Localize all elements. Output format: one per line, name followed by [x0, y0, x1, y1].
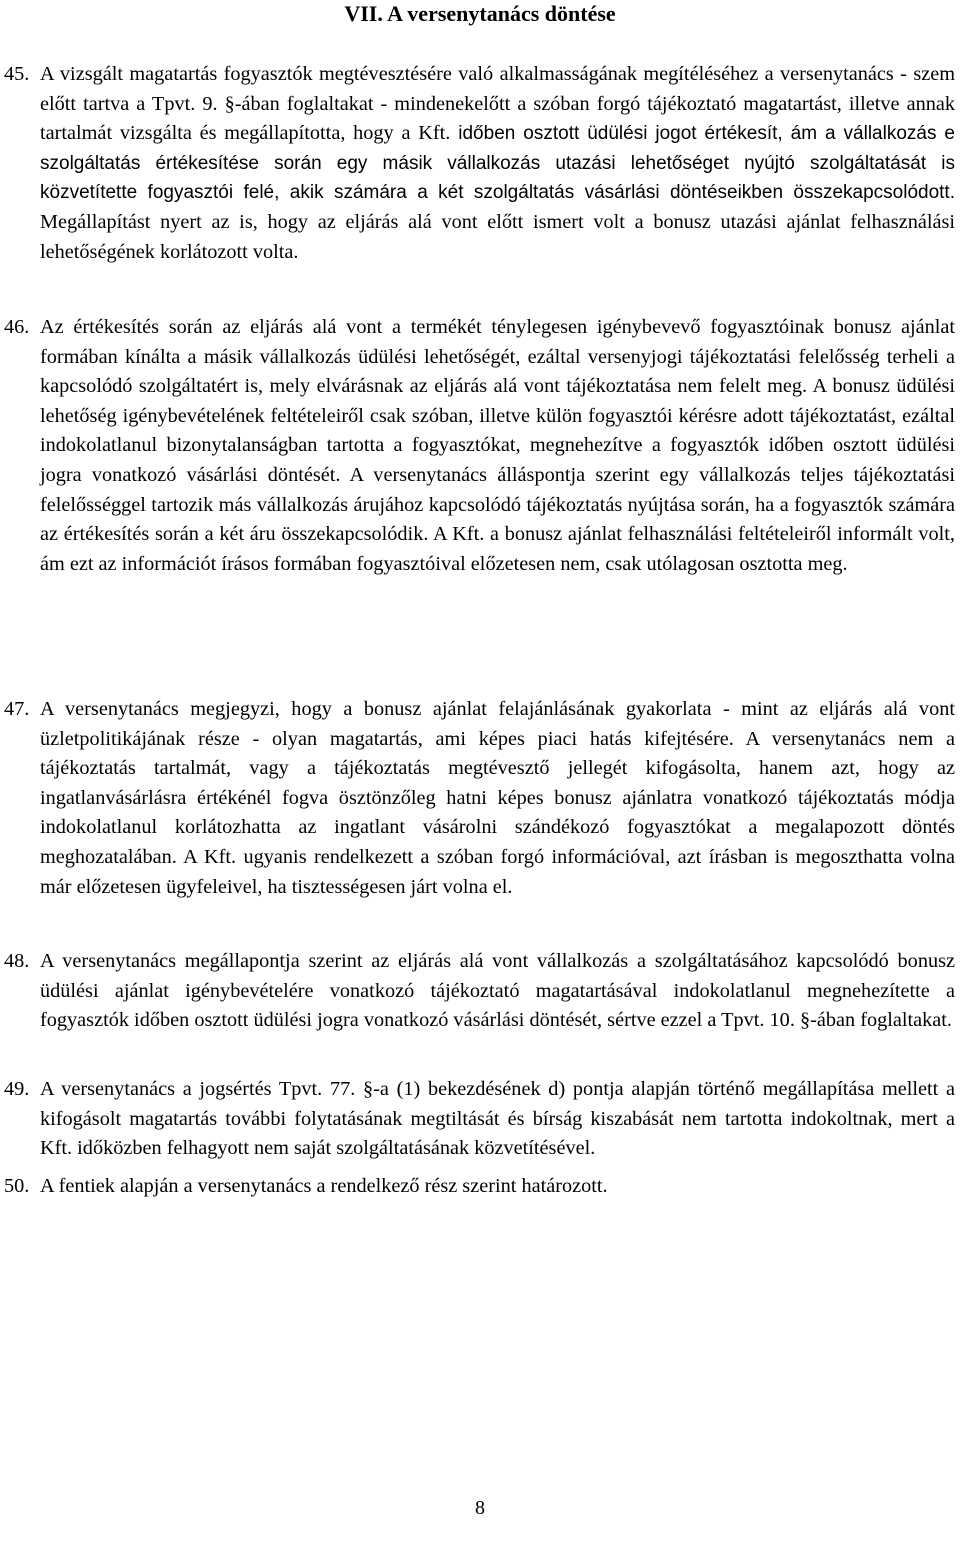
page-number: 8	[475, 1497, 485, 1519]
paragraph-number: 48.	[4, 950, 30, 972]
paragraph-47	[4, 695, 955, 902]
paragraph-48	[4, 947, 955, 1036]
paragraph-49	[4, 1075, 955, 1164]
paragraph-text-part-2: időben osztott üdülési jogot értékesít, ám a vállalkozás e szolgáltatás értékesítése során egy másik vállalkozás utazási lehetőséget nyújtó szolgáltatását is közvetítette fogyasztói felé, akik számára a két szolgáltatás vásárlási döntéseikben összekapcsolódott.	[40, 123, 955, 204]
paragraph-number: 47.	[4, 698, 30, 720]
paragraph-text-part-1: A vizsgált magatartás fogyasztók megtévesztésére való alkalmasságának megítéléséhez a versenytanács - szem előtt tartva a Tpvt. 9. §-ában foglaltakat - mindenekelőtt a szóban forgó tájékoztató magatartást, illetve annak tartalmát vizsgálta és megállapította, hogy a Kft.	[40, 63, 955, 145]
section-heading: VII. A versenytanács döntése	[344, 1, 616, 26]
paragraph-text: A fentiek alapján a versenytanács a rendelkező rész szerint határozott.	[40, 1175, 608, 1197]
paragraph-number: 50.	[4, 1175, 30, 1197]
paragraph-50	[4, 1172, 955, 1202]
paragraph-text: A versenytanács megjegyzi, hogy a bonusz ajánlat felajánlásának gyakorlata - mint az eljárás alá vont üzletpolitikájának része - olyan magatartás, ami képes piaci hatás kifejtésére. A versenytanács nem a tájékoztatás tartalmát, vagy a tájékoztatás megtévesztő jellegét kifogásolta, hanem azt, hogy az ingatlanvásárlásra értékénél fogva ösztönzőleg hatni képes bonusz ajánlatra vonatkozó tájékoztatás módja indokolatlanul korlátozhatta az ingatlant vásárolni szándékozó fogyasztókat a megalapozott döntés meghozatalában. A Kft. ugyanis rendelkezett a szóban forgó információval, azt írásban is megoszthatta volna már előzetesen ügyfeleivel, ha tisztességesen járt volna el.	[40, 698, 955, 898]
paragraph-text: A versenytanács megállapontja szerint az eljárás alá vont vállalkozás a szolgáltatásához kapcsolódó bonusz üdülési ajánlat igénybevételére vonatkozó tájékoztató magatartásával indokolatlanul megnehezítette a fogyasztók időben osztott üdülési jogra vonatkozó vásárlási döntését, sértve ezzel a Tpvt. 10. §-ában foglaltakat.	[40, 950, 955, 1032]
paragraph-45	[4, 60, 955, 267]
paragraph-number: 45.	[4, 63, 30, 85]
paragraph-text: A versenytanács a jogsértés Tpvt. 77. §-a (1) bekezdésének d) pontja alapján történő megállapítása mellett a kifogásolt magatartás további folytatásának megtiltását és bírság kiszabását nem tartotta indokoltnak, mert a Kft. időközben felhagyott nem saját szolgáltatásának közvetítésével.	[40, 1078, 955, 1160]
paragraph-text: Az értékesítés során az eljárás alá vont a termékét ténylegesen igénybevevő fogyasztóinak bonusz ajánlat formában kínálta a másik vállalkozás üdülési lehetőségét, ezáltal versenyjogi tájékoztatási felelősség terheli a kapcsolódó szolgáltatért is, mely elvárásnak az eljárás alá vont tájékoztatása nem felelt meg. A bonusz üdülési lehetőség igénybevételének feltételeiről csak szóban, illetve külön fogyasztói kérésre adott tájékoztatást, ezáltal indokolatlanul bizonytalanságban tartotta a fogyasztókat, megnehezítve a fogyasztók időben osztott üdülési jogra vonatkozó vásárlási döntését. A versenytanács álláspontja szerint egy vállalkozás teljes tájékoztatási felelősséggel tartozik más vállalkozás árujához kapcsolódó tájékoztatás nyújtása során, ha a fogyasztók számára az értékesítés során a két áru összekapcsolódik. A Kft. a bonusz ajánlat felhasználási feltételeiről informált volt, ám ezt az információt írásos formában fogyasztóival előzetesen nem, csak utólagosan osztotta meg.	[40, 316, 955, 575]
paragraph-text-part-3: Megállapítást nyert az is, hogy az eljárás alá vont előtt ismert volt a bonusz utazási ajánlat felhasználási lehetőségének korlátozott volta.	[40, 210, 955, 263]
paragraph-number: 46.	[4, 316, 30, 338]
paragraph-number: 49.	[4, 1078, 30, 1100]
paragraph-46	[4, 313, 955, 579]
